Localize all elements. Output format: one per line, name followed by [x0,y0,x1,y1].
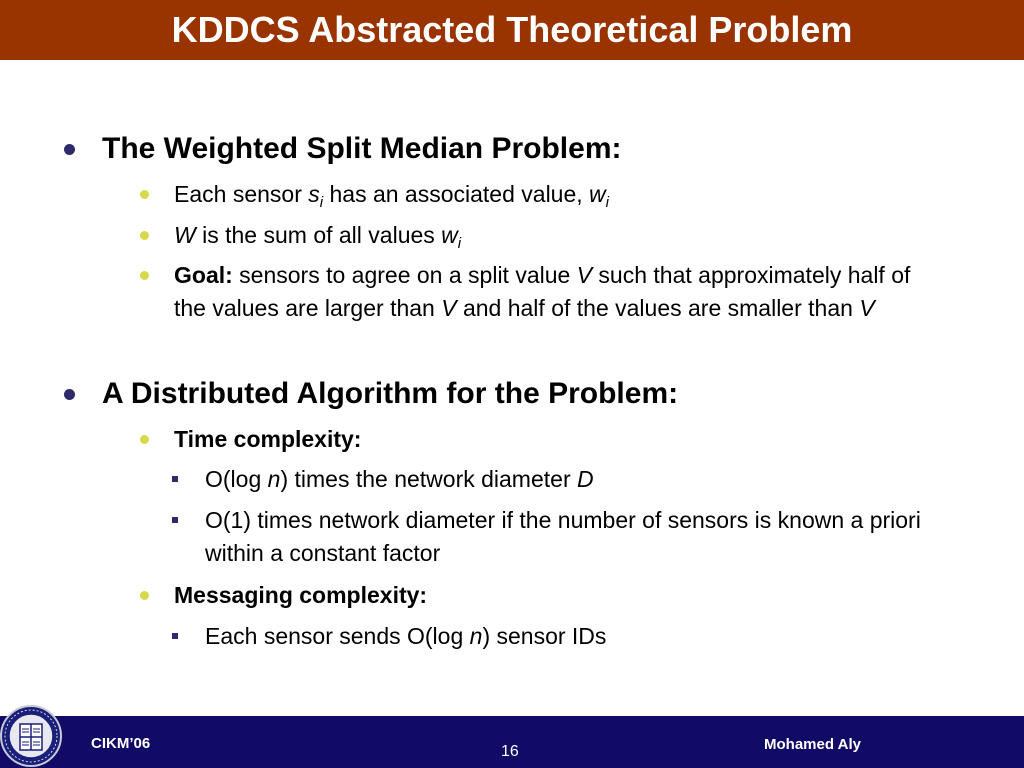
time-complexity-label: Time complexity: [174,426,362,452]
text-segment: sensors to agree on a split value [232,262,577,288]
text-segment: O(log [205,466,268,492]
var-W: W [174,222,196,248]
sub-bullet-dot-icon [140,231,149,240]
var-w: w [441,222,458,248]
text-segment: has an associated value, [323,181,590,207]
subscript-i: i [605,194,610,211]
sub-bullet-dot-icon [140,591,149,600]
goal-label: Goal: [174,262,233,288]
sub-bullet-text [174,423,944,456]
text-segment: ) times the network diameter [280,466,577,492]
text-segment: is the sum of all values [195,222,442,248]
var-w: w [589,181,606,207]
university-seal-icon [0,700,66,768]
square-bullet-icon [172,633,178,639]
subscript-i: i [319,194,324,211]
sub-bullet-text [174,579,944,612]
var-V: V [576,262,593,288]
sub-bullet-dot-icon [140,271,149,280]
subscript-i: i [457,235,462,252]
bullet-dot-icon [64,389,75,400]
sub-bullet-text [174,178,944,211]
page-number: 16 [501,743,519,760]
bullet-label: The Weighted Split Median Problem: [102,132,622,165]
footer-author: Mohamed Aly [764,736,861,753]
sub-sub-bullet-text: O(1) times network diameter if the number of sensors is known a priori within a constant factor [205,507,921,566]
footer-bar [0,716,1024,768]
var-D: D [577,466,594,492]
bullet-dot-icon [64,144,75,155]
sub-sub-bullet-text [205,463,935,496]
square-bullet-icon [172,476,178,482]
messaging-complexity-label: Messaging complexity: [174,582,428,608]
slide-title: KDDCS Abstracted Theoretical Problem [171,9,853,50]
text-segment: such that approximately half of the values are larger than [174,262,911,321]
sub-bullet-dot-icon [140,190,149,199]
sub-bullet-text [174,219,944,252]
sub-bullet-dot-icon [140,435,149,444]
text-segment: Each sensor sends O(log [205,623,470,649]
text-segment: Each sensor [174,181,309,207]
var-n: n [469,623,483,649]
bullet-label: A Distributed Algorithm for the Problem: [102,377,679,410]
var-s: s [308,181,320,207]
text-segment: and half of the values are smaller than [456,295,860,321]
var-V: V [441,295,457,321]
square-bullet-icon [172,517,178,523]
footer-conference: CIKM’06 [91,735,151,752]
var-V: V [859,295,875,321]
sub-sub-bullet-text [205,620,935,653]
text-segment: ) sensor IDs [482,623,607,649]
sub-bullet-text [174,259,944,325]
var-n: n [267,466,281,492]
